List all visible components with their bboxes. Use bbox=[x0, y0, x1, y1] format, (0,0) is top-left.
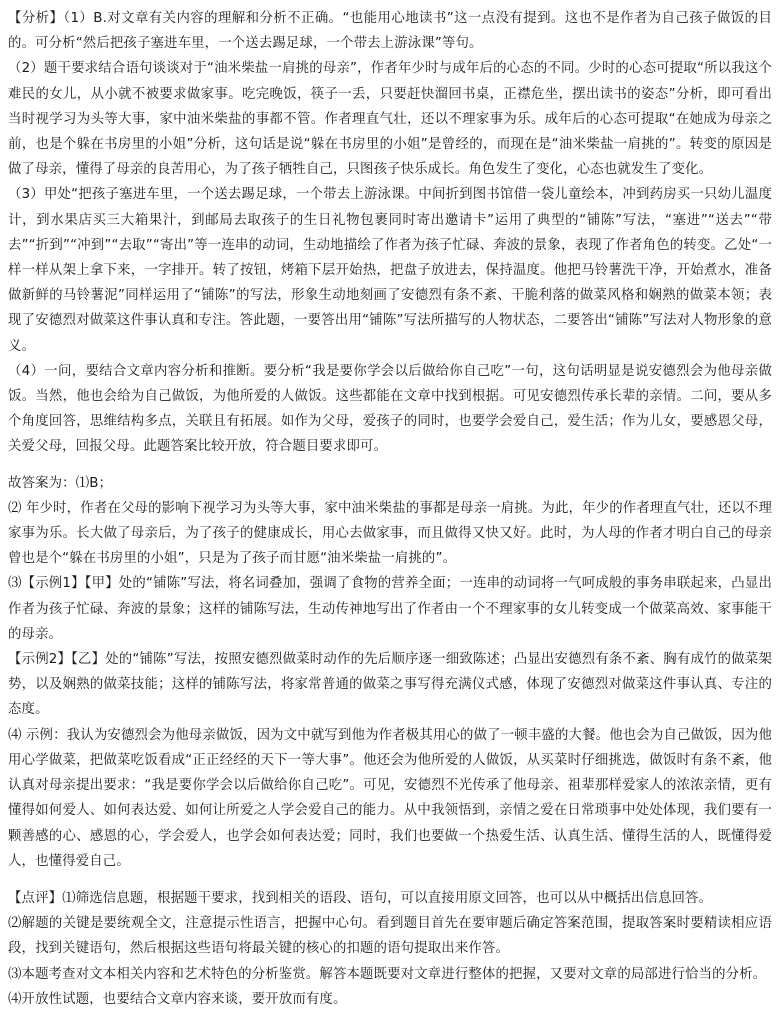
comment-paragraph-1: 【点评】⑴筛选信息题，根据题干要求，找到相关的语段、语句，可以直接用原文回答，也可以从中概括出信息回答。 bbox=[8, 890, 713, 906]
comment-paragraph-3: ⑶本题考查对文本相关内容和艺术特色的分析鉴赏。解答本题既要对文章进行整体的把握，又要对文章的局部进行恰当的分析。 bbox=[8, 966, 767, 982]
section-spacer bbox=[8, 460, 772, 471]
analysis-paragraph-4: （4）一问，要结合文章内容分析和推断。要分析“我是要你学会以后做给你自己吃”一句，这句话明显是说安德烈会为他母亲做饭。当然，他也会给为自己做饭，为他所爱的人做饭。这些都能在文章中找到根据。可见安德烈传承长辈的亲情。二问，要从多个角度回答，思维结构多点，关联且有拓展。如作为父母，爱孩子的同时，也要学会爱自己，爱生活；作为儿女，要感恩父母，关爱父母，回报父母。此题答案比较开放，符合题目要求即可。 bbox=[8, 363, 772, 455]
answer-line-1: 故答案为：⑴B； bbox=[8, 475, 113, 491]
analysis-paragraph-3: （3）甲处“把孩子塞进车里，一个送去踢足球，一个带去上游泳课。中间折到图书馆借一袋儿童绘本，冲到药房买一只幼儿温度计，到水果店买三大箱果汁，到邮局去取孩子的生日礼物包裹同时寄出邀请卡”运用了典型的“铺陈”写法，“塞进”“送去”“带去”“折到”“冲到”“去取”“寄出”等一连串的动词，生动地描绘了作者为孩子忙碌、奔波的景象，表现了作者角色的转变。乙处“一样一样从架上拿下来，一字排开。转了按钮，烤箱下层开始热，把盘子放进去，保持温度。他把马铃薯洗干净，开始煮水，准备做新鲜的马铃薯泥”同样运用了“铺陈”的写法，形象生动地刻画了安德烈有条不紊、干脆利落的做菜风格和娴熟的做菜本领；表现了安德烈对做菜这件事认真和专注。答此题，一要答出用“铺陈”写法所描写的人物状态，二要答出“铺陈”写法对人物形象的意义。 bbox=[8, 187, 772, 354]
analysis-paragraph-2: （2）题干要求结合语句谈谈对于“油米柴盐一肩挑的母亲”，作者年少时与成年后的心态的不同。少时的心态可提取“所以我这个难民的女儿，从小就不被要求做家事。吃完晚饭，筷子一丢，只要赶快溜回书桌，正襟危坐，摆出读书的姿态”分析，即可看出当时视学习为头等大事，家中油米柴盐的事都不管。作者理直气壮，还以不理家事为乐。成年后的心态可提取“在她成为母亲之前，也是个躲在书房里的小姐”分析，这句话是说“躲在书房里的小姐”是曾经的，而现在是“油米柴盐一肩挑的”。转变的原因是做了母亲，懂得了母亲的良苦用心，为了孩子牺牲自己，只图孩子快乐成长。角色发生了变化，心态也就发生了变化。 bbox=[8, 61, 772, 178]
comment-paragraph-4: ⑷开放性试题，也要结合文章内容来谈，要开放而有度。 bbox=[8, 991, 347, 1007]
comment-paragraph-2: ⑵解题的关键是要统观全文，注意提示性语言，把握中心句。看到题目首先在要审题后确定答案范围，提取答案时要精读相应语段，找到关键语句，然后根据这些语句将最关键的核心的扣题的语句提取出来作答。 bbox=[8, 916, 772, 957]
section-spacer bbox=[8, 874, 772, 886]
answer-paragraph-3-example-2: 【示例2】【乙】处的“铺陈”写法，按照安德烈做菜时动作的先后顺序逐一细致陈述；凸显出安德烈有条不紊、胸有成竹的做菜架势，以及娴熟的做菜技能；这样的铺陈写法，将家常普通的做菜之事写得充满仪式感，体现了安德烈对做菜这件事认真、专注的态度。 bbox=[8, 652, 772, 718]
analysis-paragraph-1: 【分析】（1）B.对文章有关内容的理解和分析不正确。“也能用心地读书”这一点没有提到。这也不是作者为自己孩子做饭的目的。可分析“然后把孩子塞进车里，一个送去踢足球，一个带去上游泳课”等句。 bbox=[8, 11, 772, 52]
answer-paragraph-2: ⑵ 年少时，作者在父母的影响下视学习为头等大事，家中油米柴盐的事都是母亲一肩挑。为此，年少的作者理直气壮，还以不理家事为乐。长大做了母亲后，为了孩子的健康成长，用心去做家事，而且做得又快又好。此时，为人母的作者才明白自己的母亲曾也是个“躲在书房里的小姐”，只是为了孩子而甘愿“油米柴盐一肩挑的”。 bbox=[8, 500, 772, 567]
answer-paragraph-3-example-1: ⑶【示例1】【甲】处的“铺陈”写法，将名词叠加，强调了食物的营养全面；一连串的动词将一气呵成般的事务串联起来，凸显出作者为孩子忙碌、奔波的景象；这样的铺陈写法，生动传神地写出了作者由一个不理家事的女儿转变成一个做菜高效、家事能干的母亲。 bbox=[8, 576, 772, 642]
answer-paragraph-4: ⑷ 示例：我认为安德烈会为他母亲做饭，因为文中就写到他为作者极其用心的做了一顿丰盛的大餐。他也会为自己做饭，因为他用心学做菜，把做菜吃饭看成“正正经经的天下一等大事”。他还会为他所爱的人做饭，从买菜时仔细挑选，做饭时有条不紊，他认真对母亲提出要求：“我是要你学会以后做给你自己吃”。可见，安德烈不光传承了他母亲、祖辈那样爱家人的浓浓亲情，更有懂得如何爱人、如何表达爱、如何让所爱之人学会爱自己的能力。从中我领悟到，亲情之爱在日常琐事中处处体现，我们要有一颗善感的心、感恩的心，学会爱人，也学会如何表达爱；同时，我们也要做一个热爱生活、认真生活、懂得生活的人，既懂得爱人，也懂得爱自己。 bbox=[8, 727, 772, 869]
